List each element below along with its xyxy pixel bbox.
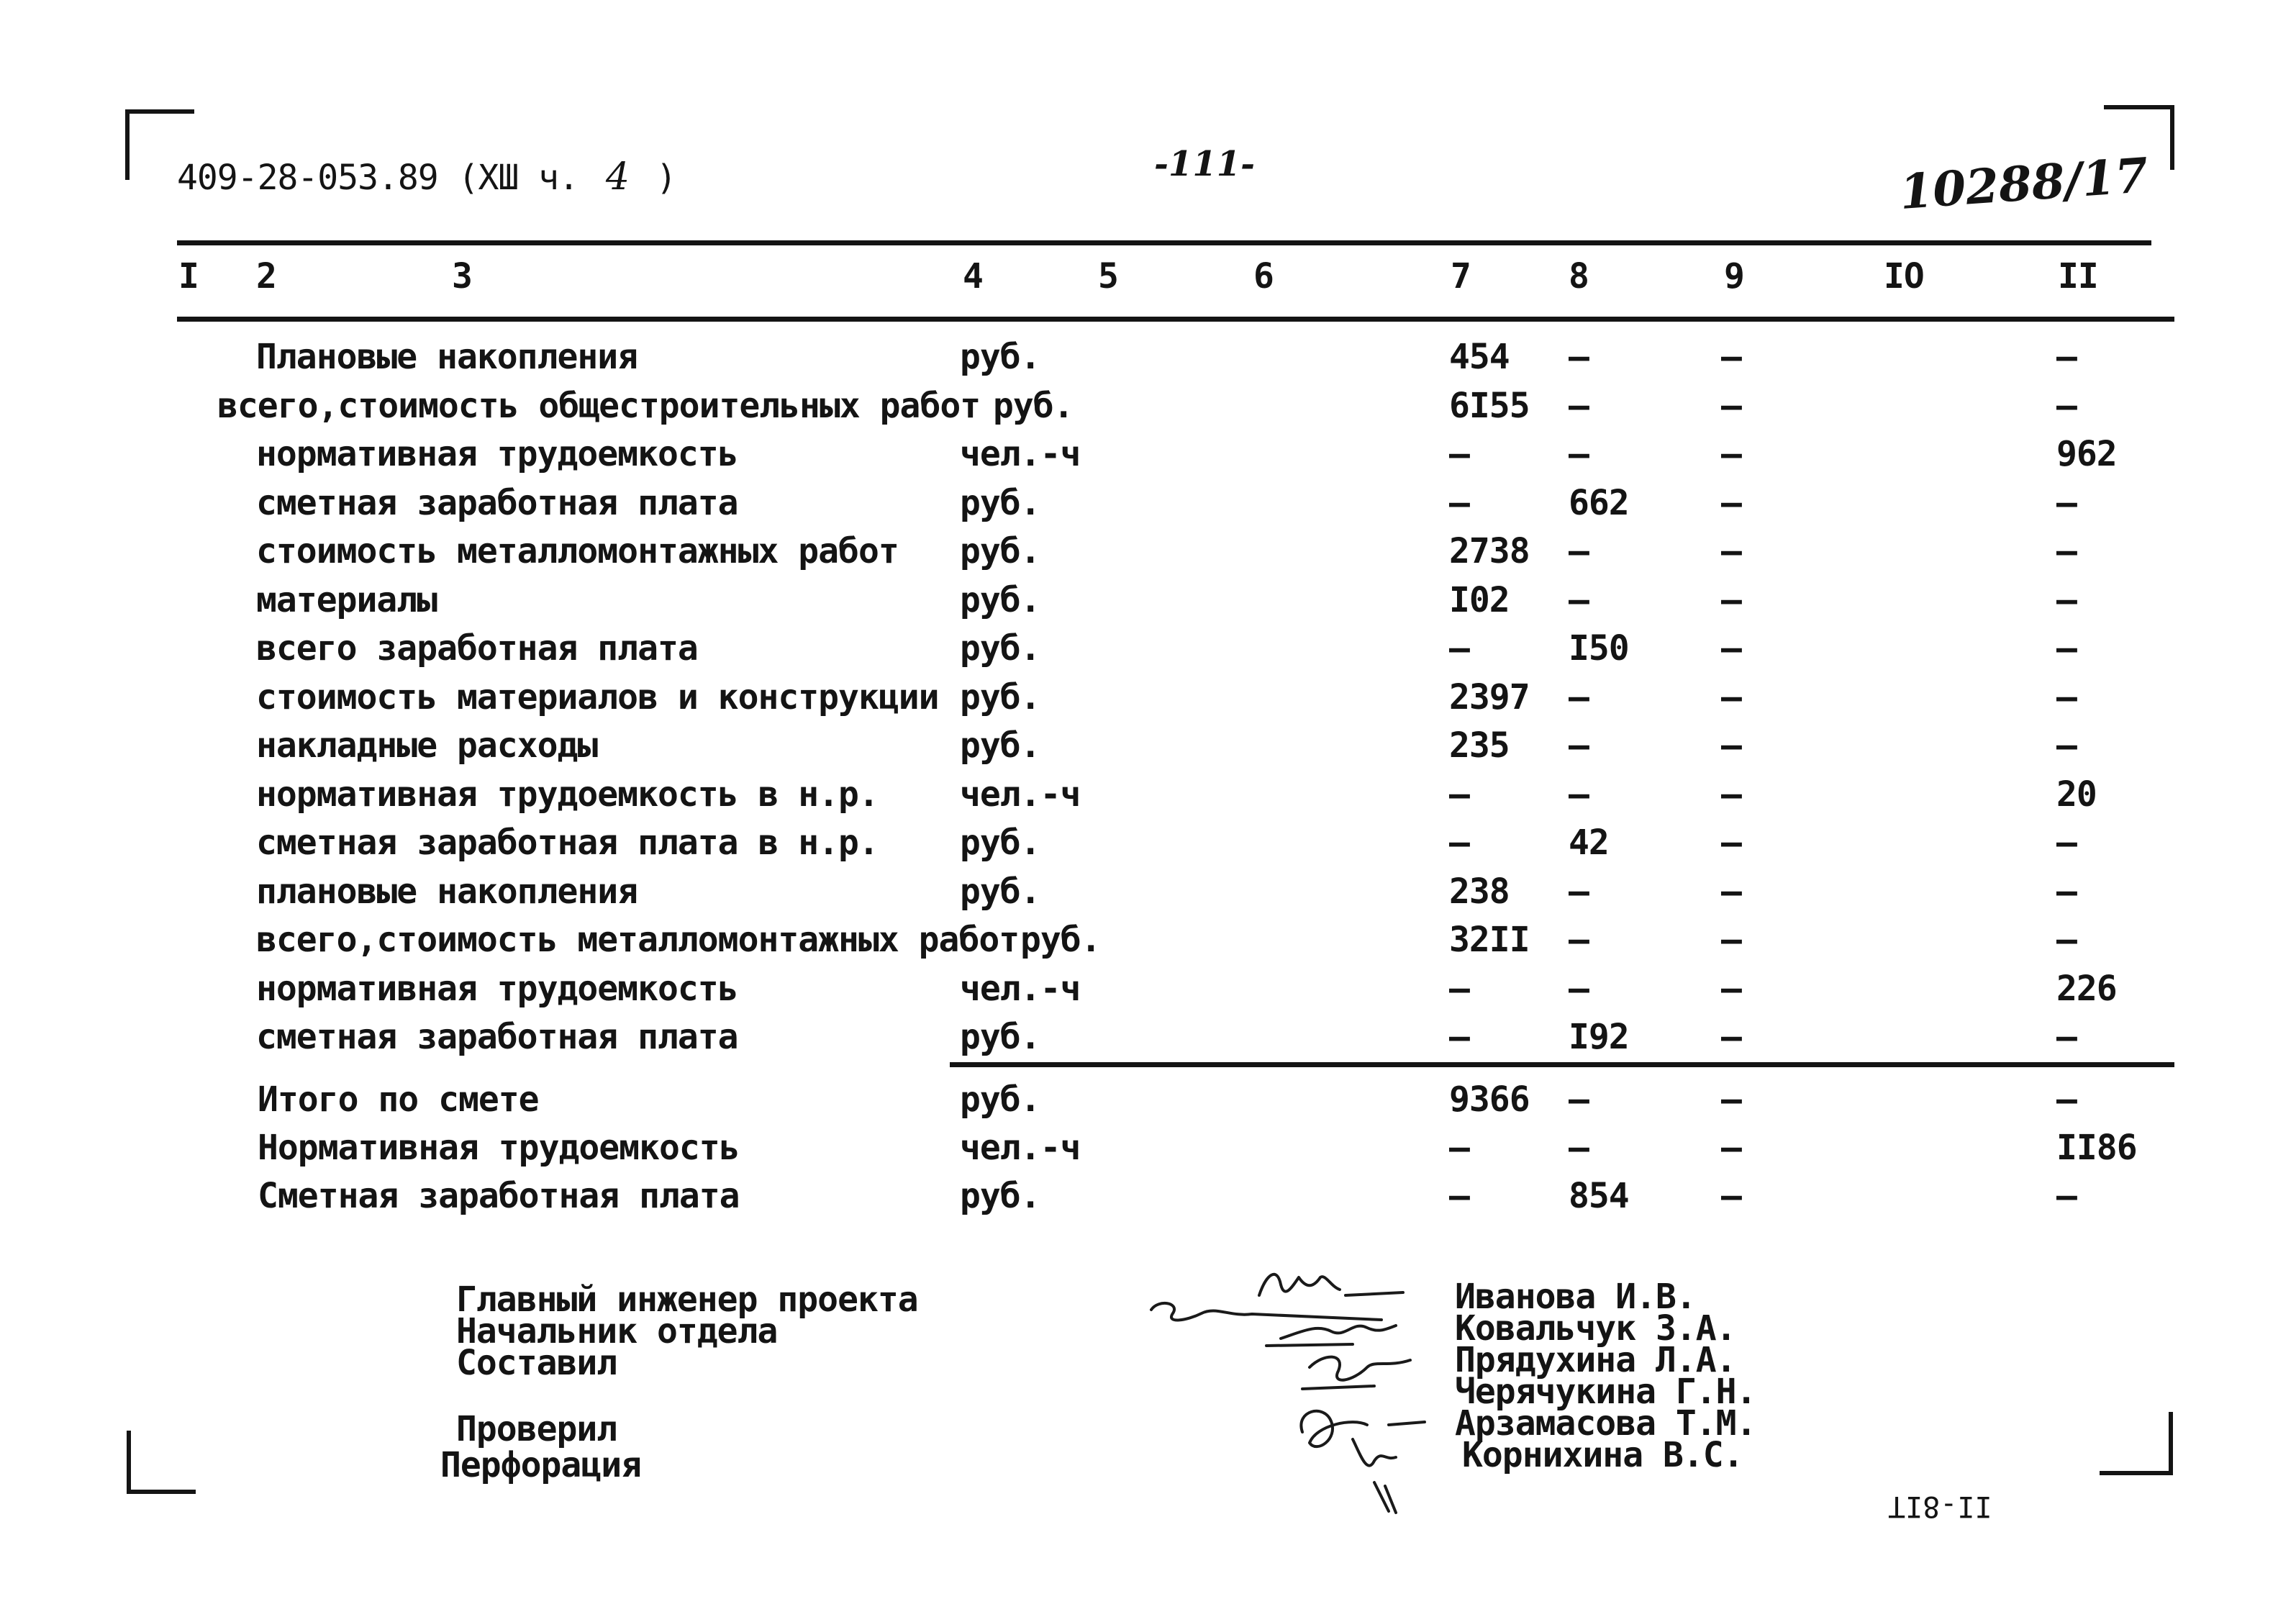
total-name: Сметная заработная плата: [258, 1176, 740, 1216]
role-perforation: Перфорация: [440, 1445, 641, 1485]
header-bottom-rule: [177, 317, 2174, 322]
column-header-5: 5: [1098, 256, 1118, 296]
total-unit: руб.: [960, 1176, 1040, 1216]
corner-bracket-bottom-left: [127, 1431, 196, 1494]
row-unit: руб.: [960, 1017, 1040, 1057]
row-name: материалы: [256, 579, 437, 620]
row-col11-value: –: [2056, 1017, 2077, 1057]
row-col8-value: 42: [1569, 823, 1609, 863]
row-name: Плановые накопления: [256, 337, 638, 377]
name-kovalchuk: Ковальчук З.А.: [1455, 1308, 1736, 1349]
row-name: сметная заработная плата: [256, 482, 738, 523]
row-col9-value: –: [1721, 531, 1741, 571]
row-col8-value: –: [1569, 920, 1589, 960]
corner-bracket-bottom-right: [2100, 1412, 2173, 1475]
row-col7-value: 32II: [1449, 920, 1530, 960]
row-unit: руб.: [960, 676, 1040, 717]
row-col8-value: –: [1569, 968, 1589, 1009]
row-col7-value: 235: [1449, 725, 1510, 766]
total-name: Итого по смете: [258, 1079, 539, 1120]
row-col9-value: –: [1721, 920, 1741, 960]
row-name: стоимость металломонтажных работ: [256, 531, 899, 571]
row-col11-value: –: [2056, 579, 2077, 620]
column-header-8: 8: [1569, 256, 1589, 296]
row-col8-value: –: [1569, 725, 1589, 766]
total-col8-value: –: [1569, 1079, 1589, 1120]
total-col7-value: –: [1449, 1176, 1469, 1216]
signature-kovalchuk: [1266, 1326, 1396, 1346]
row-col9-value: –: [1721, 385, 1741, 426]
row-col9-value: –: [1721, 337, 1741, 377]
column-header-4: 4: [963, 256, 983, 296]
row-col11-value: –: [2056, 531, 2077, 571]
signature-ivanova: [1259, 1274, 1403, 1295]
footer-code: II-8IT: [1888, 1490, 1992, 1523]
row-col11-value: –: [2056, 385, 2077, 426]
column-header-6: 6: [1253, 256, 1274, 296]
row-col7-value: –: [1449, 774, 1469, 815]
role-checked-by: Проверил: [456, 1409, 617, 1449]
row-unit: чел.-ч: [960, 968, 1081, 1009]
column-header-1: I: [178, 256, 199, 296]
role-chief-engineer: Главный инженер проекта: [456, 1279, 918, 1320]
row-col9-value: –: [1721, 725, 1741, 766]
row-col7-value: 238: [1449, 871, 1510, 912]
row-col9-value: –: [1721, 774, 1741, 815]
row-name: плановые накопления: [256, 871, 638, 912]
row-col8-value: –: [1569, 579, 1589, 620]
row-unit: руб.: [960, 725, 1040, 766]
row-col8-value: 662: [1569, 482, 1629, 523]
totals-separator-rule: [950, 1062, 2174, 1067]
row-unit: руб.: [960, 823, 1040, 863]
row-unit: руб.: [960, 628, 1040, 669]
row-col7-value: –: [1449, 1017, 1469, 1057]
column-header-10: IO: [1884, 256, 1924, 296]
row-col7-value: I02: [1449, 579, 1510, 620]
row-col11-value: –: [2056, 676, 2077, 717]
part-number: 4: [605, 155, 629, 199]
row-col8-value: –: [1569, 774, 1589, 815]
row-name: сметная заработная плата: [256, 1017, 738, 1057]
row-col7-value: –: [1449, 628, 1469, 669]
column-header-2: 2: [256, 256, 276, 296]
row-col7-value: –: [1449, 823, 1469, 863]
row-unit: руб.: [1020, 920, 1101, 960]
role-compiled-by: Составил: [456, 1343, 617, 1383]
row-unit: руб.: [960, 482, 1040, 523]
row-col7-value: 2738: [1449, 531, 1530, 571]
total-col11-value: II86: [2056, 1128, 2137, 1168]
row-unit: чел.-ч: [960, 434, 1081, 474]
row-col8-value: –: [1569, 385, 1589, 426]
name-pryadukhina: Прядухина Л.А.: [1455, 1340, 1736, 1380]
name-arzamasova: Арзамасова Т.М.: [1455, 1403, 1756, 1444]
total-col8-value: 854: [1569, 1176, 1629, 1216]
signature-kornikhina: [1353, 1439, 1396, 1513]
total-col7-value: –: [1449, 1128, 1469, 1168]
total-col9-value: –: [1721, 1079, 1741, 1120]
row-col9-value: –: [1721, 434, 1741, 474]
row-name: всего,стоимость общестроительных работ: [217, 385, 981, 426]
row-unit: руб.: [960, 337, 1040, 377]
row-col7-value: 6I55: [1449, 385, 1530, 426]
signature-chief-flourish: [1151, 1303, 1381, 1321]
row-col9-value: –: [1721, 968, 1741, 1009]
row-col7-value: 454: [1449, 337, 1510, 377]
row-col11-value: –: [2056, 628, 2077, 669]
row-col9-value: –: [1721, 871, 1741, 912]
row-col8-value: –: [1569, 434, 1589, 474]
table-top-rule: [177, 240, 2151, 245]
row-col11-value: –: [2056, 920, 2077, 960]
column-header-9: 9: [1724, 256, 1744, 296]
role-department-head: Начальник отдела: [456, 1311, 778, 1351]
signature-arzamasova: [1301, 1411, 1425, 1446]
inventory-number: 10288/17: [1897, 147, 2150, 220]
total-col11-value: –: [2056, 1079, 2077, 1120]
row-col11-value: –: [2056, 725, 2077, 766]
row-col8-value: I92: [1569, 1017, 1629, 1057]
total-unit: руб.: [960, 1079, 1040, 1120]
row-col11-value: –: [2056, 337, 2077, 377]
row-col9-value: –: [1721, 1017, 1741, 1057]
row-col7-value: –: [1449, 482, 1469, 523]
row-unit: руб.: [993, 385, 1074, 426]
name-kornikhina: Корнихина В.С.: [1462, 1435, 1743, 1475]
row-name: нормативная трудоемкость: [256, 968, 738, 1009]
row-col11-value: –: [2056, 482, 2077, 523]
row-col9-value: –: [1721, 628, 1741, 669]
column-header-3: 3: [452, 256, 472, 296]
row-col8-value: –: [1569, 531, 1589, 571]
row-col8-value: –: [1569, 337, 1589, 377]
row-col9-value: –: [1721, 676, 1741, 717]
row-col11-value: 20: [2056, 774, 2097, 815]
row-name: сметная заработная плата в н.р.: [256, 823, 879, 863]
row-col8-value: –: [1569, 871, 1589, 912]
row-name: накладные расходы: [256, 725, 598, 766]
total-col9-value: –: [1721, 1176, 1741, 1216]
row-col8-value: –: [1569, 676, 1589, 717]
row-name: нормативная трудоемкость: [256, 434, 738, 474]
row-col11-value: –: [2056, 871, 2077, 912]
row-col8-value: I50: [1569, 628, 1629, 669]
row-col7-value: –: [1449, 434, 1469, 474]
row-col9-value: –: [1721, 482, 1741, 523]
document-code: [177, 155, 676, 199]
row-unit: руб.: [960, 871, 1040, 912]
row-name: всего,стоимость металломонтажных работ: [256, 920, 1020, 960]
row-col11-value: –: [2056, 823, 2077, 863]
row-name: нормативная трудоемкость в н.р.: [256, 774, 879, 815]
row-name: стоимость материалов и конструкции: [256, 676, 939, 717]
row-unit: чел.-ч: [960, 774, 1081, 815]
document-code-text: 409-28-053.89 (XШ ч.: [177, 158, 578, 198]
row-unit: руб.: [960, 531, 1040, 571]
row-col7-value: 2397: [1449, 676, 1530, 717]
total-unit: чел.-ч: [960, 1128, 1081, 1168]
column-header-7: 7: [1451, 256, 1471, 296]
page-number: -111-: [1154, 144, 1256, 184]
row-col9-value: –: [1721, 579, 1741, 620]
row-name: всего заработная плата: [256, 628, 698, 669]
paren-close: ): [655, 158, 676, 198]
total-col7-value: 9366: [1449, 1079, 1530, 1120]
row-col11-value: 962: [2056, 434, 2117, 474]
total-col9-value: –: [1721, 1128, 1741, 1168]
total-col11-value: –: [2056, 1176, 2077, 1216]
row-unit: руб.: [960, 579, 1040, 620]
total-col8-value: –: [1569, 1128, 1589, 1168]
name-ivanova: Иванова И.В.: [1455, 1277, 1696, 1317]
signature-pryadukhina: [1302, 1357, 1410, 1389]
column-header-11: II: [2058, 256, 2098, 296]
name-cheryachukina: Черячукина Г.Н.: [1455, 1372, 1756, 1412]
row-col7-value: –: [1449, 968, 1469, 1009]
total-name: Нормативная трудоемкость: [258, 1128, 740, 1168]
handwritten-signatures: [1137, 1245, 1453, 1533]
row-col11-value: 226: [2056, 968, 2117, 1009]
row-col9-value: –: [1721, 823, 1741, 863]
